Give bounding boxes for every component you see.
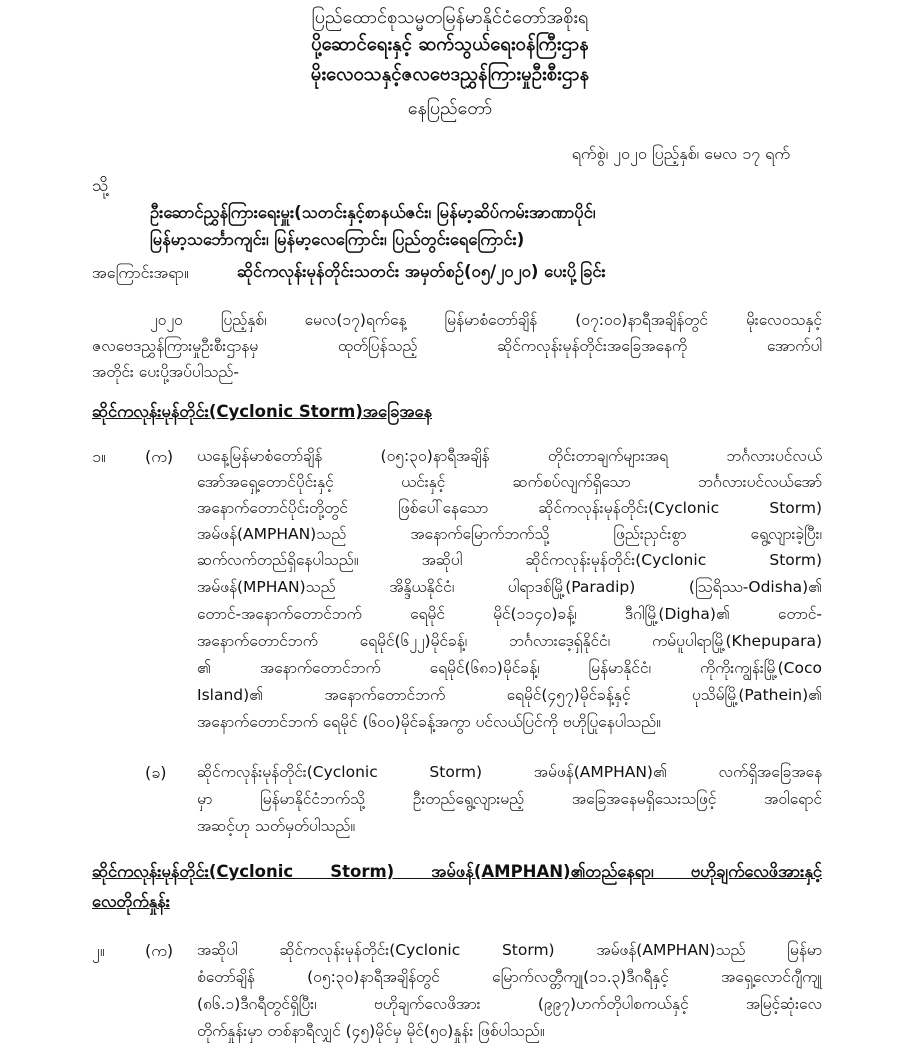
item-1a-line: Island)၏ အနောက်တောင်ဘက် ရေမိုင်(၄၅၇)မိုင်ခန့်နှင့် ပုသိမ်မြို့(Pathein)၏ [197, 686, 822, 704]
item-2a-line: အဆိုပါ ဆိုင်ကလုန်းမုန်တိုင်း(Cyclonic Storm) အမ်ဖန်(AMPHAN)သည် မြန်မာ [197, 941, 822, 959]
item-1a-line: အမ်ဖန်(MPHAN)သည် အိန္ဒိယနိုင်ငံ၊ ပါရာဒစ်မြို့(Paradip) (ဩရိဿ-Odisha)၏ [197, 578, 822, 596]
item-1a-line: အနောက်တောင်ဘက် ရေမိုင်(၆၂၂)မိုင်ခန့်၊ ဘင်္ဂလားဒေ့ရှ်နိုင်ငံ၊ ကမ်ပူပါရာမြို့(Khepupara) [197, 632, 822, 650]
section-2-number: ၂။ [92, 941, 105, 960]
department-title: မိုးလေဝသနှင့်ဇလဗေဒညွှန်ကြားမှုဦးစီးဌာန [310, 64, 590, 85]
item-1b-line: ဆိုင်ကလုန်းမုန်တိုင်း(Cyclonic Storm) အမ်ဖန်(AMPHAN)၏ လက်ရှိအခြေအနေ [197, 763, 822, 781]
item-1a-line: ဆက်လက်တည်ရှိနေပါသည်။ အဆိုပါ ဆိုင်ကလုန်းမုန်တိုင်း(Cyclonic Storm) [197, 551, 822, 569]
section-2-heading-line-2: လေတိုက်နှုန်း [92, 892, 170, 911]
section-2-heading-line-1: ဆိုင်ကလုန်းမုန်တိုင်း(Cyclonic Storm) အမ်ဖန်(AMPHAN)၏တည်နေရာ၊ ဗဟိုချက်လေဖိအားနှင့် [92, 862, 822, 881]
item-1b-line: အဆင့်ဟု သတ်မှတ်ပါသည်။ [197, 817, 356, 835]
item-1b-line: မှာ မြန်မာနိုင်ငံဘက်သို့ ဦးတည်ရွေ့လျားမည့် အခြေအနေမရှိသေးသဖြင့် အဝါရောင် [197, 790, 822, 808]
item-2a-label: (က) [145, 941, 174, 960]
section-1-heading: ဆိုင်ကလုန်းမုန်တိုင်း(Cyclonic Storm)အခြေအနေ [92, 402, 433, 421]
item-2a-line: တိုက်နှုန်းမှာ တစ်နာရီလျှင် (၄၅)မိုင်မှ မိုင်(၅၀)နှုန်း ဖြစ်ပါသည်။ [197, 1022, 545, 1040]
ministry-title: ပို့ဆောင်ရေးနှင့် ဆက်သွယ်ရေးဝန်ကြီးဌာန [311, 34, 589, 55]
intro-line-3: အတိုင်း ပေးပို့အပ်ပါသည်- [92, 363, 239, 381]
item-1a-line: တောင်-အနောက်တောင်ဘက် ရေမိုင် မိုင်(၁၁၄၀)ခန့်၊ ဒီဂါမြို့(Digha)၏ တောင်- [197, 605, 822, 623]
to-label: သို့ [92, 176, 109, 196]
location-title: နေပြည်တော် [407, 98, 493, 119]
addressee-line-2: မြန်မာ့သင်္ဘောကျင်း၊ မြန်မာ့လေကြောင်း၊ ပြည်တွင်းရေကြောင်း) [150, 230, 525, 249]
item-1a-line: အနောက်တောင်ပိုင်းတို့တွင် ဖြစ်ပေါ်နေသော ဆိုင်ကလုန်းမုန်တိုင်း(Cyclonic Storm) [197, 499, 822, 517]
item-1a-line: ၏ အနောက်တောင်ဘက် ရေမိုင်(၆၈၁)မိုင်ခန့်၊ မြန်မာနိုင်ငံ၊ ကိုကိုးကျွန်းမြို့(Coco [197, 659, 822, 677]
intro-line-1: ၂၀၂၀ ပြည့်နှစ်၊ မေလ(၁၇)ရက်နေ့ မြန်မာစံတော်ချိန် (၀၇:၀၀)နာရီအချိန်တွင် မိုးလေဝသနှင့် [150, 311, 822, 329]
section-1-number: ၁။ [92, 447, 106, 466]
item-1b-label: (ခ) [145, 763, 167, 782]
subject-text: ဆိုင်ကလုန်းမုန်တိုင်းသတင်း အမှတ်စဉ်(၀၅/၂၀၂၀) ပေးပို့ခြင်း [237, 262, 606, 281]
letter-date: ရက်စွဲ၊ ၂၀၂၀ ပြည့်နှစ်၊ မေလ ၁၇ ရက် [571, 144, 790, 163]
addressee-line-1: ဦးဆောင်ညွှန်ကြားရေးမှူး(သတင်းနှင့်စာနယ်ဇင်း၊ မြန်မာ့ဆိပ်ကမ်းအာဏာပိုင်၊ [150, 203, 596, 222]
item-1a-line: ယနေ့မြန်မာစံတော်ချိန် (၀၅:၃၀)နာရီအချိန် တိုင်းတာချက်များအရ ဘင်္ဂလားပင်လယ် [197, 447, 822, 465]
item-1a-line: အနောက်တောင်ဘက် ရေမိုင် (၆၀၀)မိုင်ခန့်အကွာ ပင်လယ်ပြင်ကို ဗဟိုပြုနေပါသည်။ [197, 713, 661, 731]
item-2a-line: စံတော်ချိန် (၀၅:၃၀)နာရီအချိန်တွင် မြောက်လတ္တီကျု(၁၁.၃)ဒီဂရီနှင့် အရှေ့လောင်ဂျီကျု [197, 968, 822, 986]
government-title: ပြည်ထောင်စုသမ္မတမြန်မာနိုင်ငံတော်အစိုးရ [311, 7, 589, 28]
intro-line-2: ဇလဗေဒညွှန်ကြားမှုဦးစီးဌာနမှ ထုတ်ပြန်သည့် ဆိုင်ကလုန်းမုန်တိုင်းအခြေအနေကို အောက်ပါ [92, 337, 822, 355]
item-1a-label: (က) [145, 447, 174, 466]
item-2a-line: (၈၆.၁)ဒီဂရီတွင်ရှိပြီး၊ ဗဟိုချက်လေဖိအား (၉၉၇)ဟက်တိုပါစကယ်နှင့် အမြင့်ဆုံးလေ [197, 995, 822, 1013]
subject-label: အကြောင်းအရာ။ [92, 263, 189, 282]
item-1a-line: အော်အရှေ့တောင်ပိုင်းနှင့် ယင်းနှင့် ဆက်စပ်လျက်ရှိသော ဘင်္ဂလားပင်လယ်အော် [197, 473, 822, 491]
item-1a-line: အမ်ဖန်(AMPHAN)သည် အနောက်မြောက်ဘက်သို့ ဖြည်းညှင်းစွာ ရွေ့လျားခဲ့ပြီး၊ [197, 525, 822, 543]
